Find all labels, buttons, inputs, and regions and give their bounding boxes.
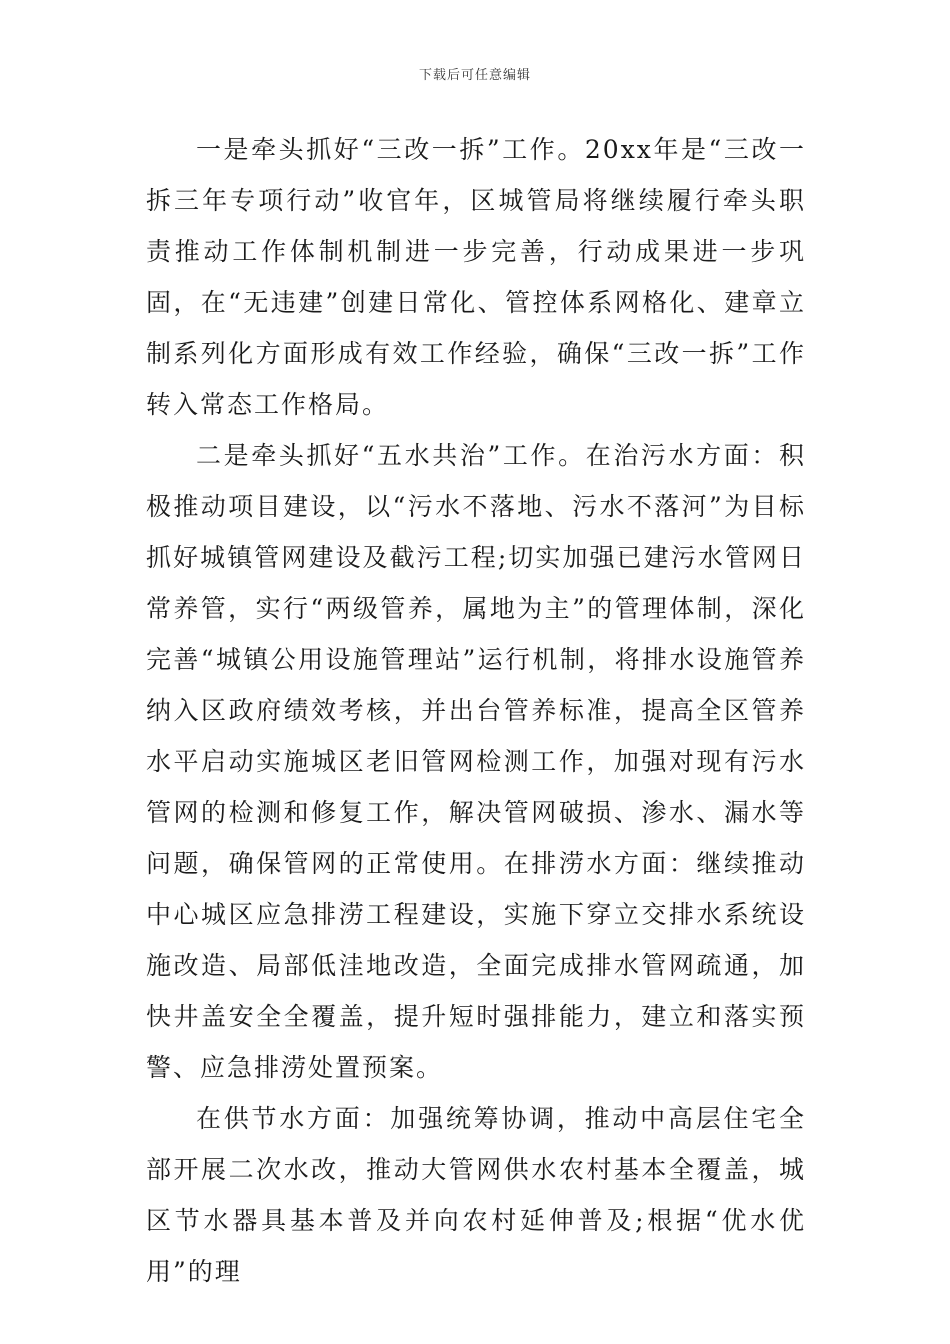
document-body: [146, 124, 806, 1297]
paragraph-three-reforms: 一是牵头抓好“三改一拆”工作。20xx年是“三改一拆三年专项行动”收官年，区城管局将继续履行牵头职责推动工作体制机制进一步完善，行动成果进一步巩固，在“无违建”创建日常化、管控体系网格化、建章立制系列化方面形成有效工作经验，确保“三改一拆”工作转入常态工作格局。: [146, 135, 806, 419]
paragraph-water-supply: 在供节水方面：加强统筹协调，推动中高层住宅全部开展二次水改，推动大管网供水农村基本全覆盖，城区节水器具基本普及并向农村延伸普及;根据“优水优用”的理: [146, 1104, 806, 1286]
page-header: 下载后可任意编辑: [418, 68, 531, 83]
paragraph-five-waters: 二是牵头抓好“五水共治”工作。在治污水方面：积极推动项目建设，以“污水不落地、污水不落河”为目标抓好城镇管网建设及截污工程;切实加强已建污水管网日常养管，实行“两级管养，属地为主”的管理体制，深化完善“城镇公用设施管理站”运行机制，将排水设施管养纳入区政府绩效考核，并出台管养标准，提高全区管养水平启动实施城区老旧管网检测工作，加强对现有污水管网的检测和修复工作，解决管网破损、渗水、漏水等问题，确保管网的正常使用。在排涝水方面：继续推动中心城区应急排涝工程建设，实施下穿立交排水系统设施改造、局部低洼地改造，全面完成排水管网疏通，加快井盖安全全覆盖，提升短时强排能力，建立和落实预警、应急排涝处置预案。: [146, 441, 806, 1082]
